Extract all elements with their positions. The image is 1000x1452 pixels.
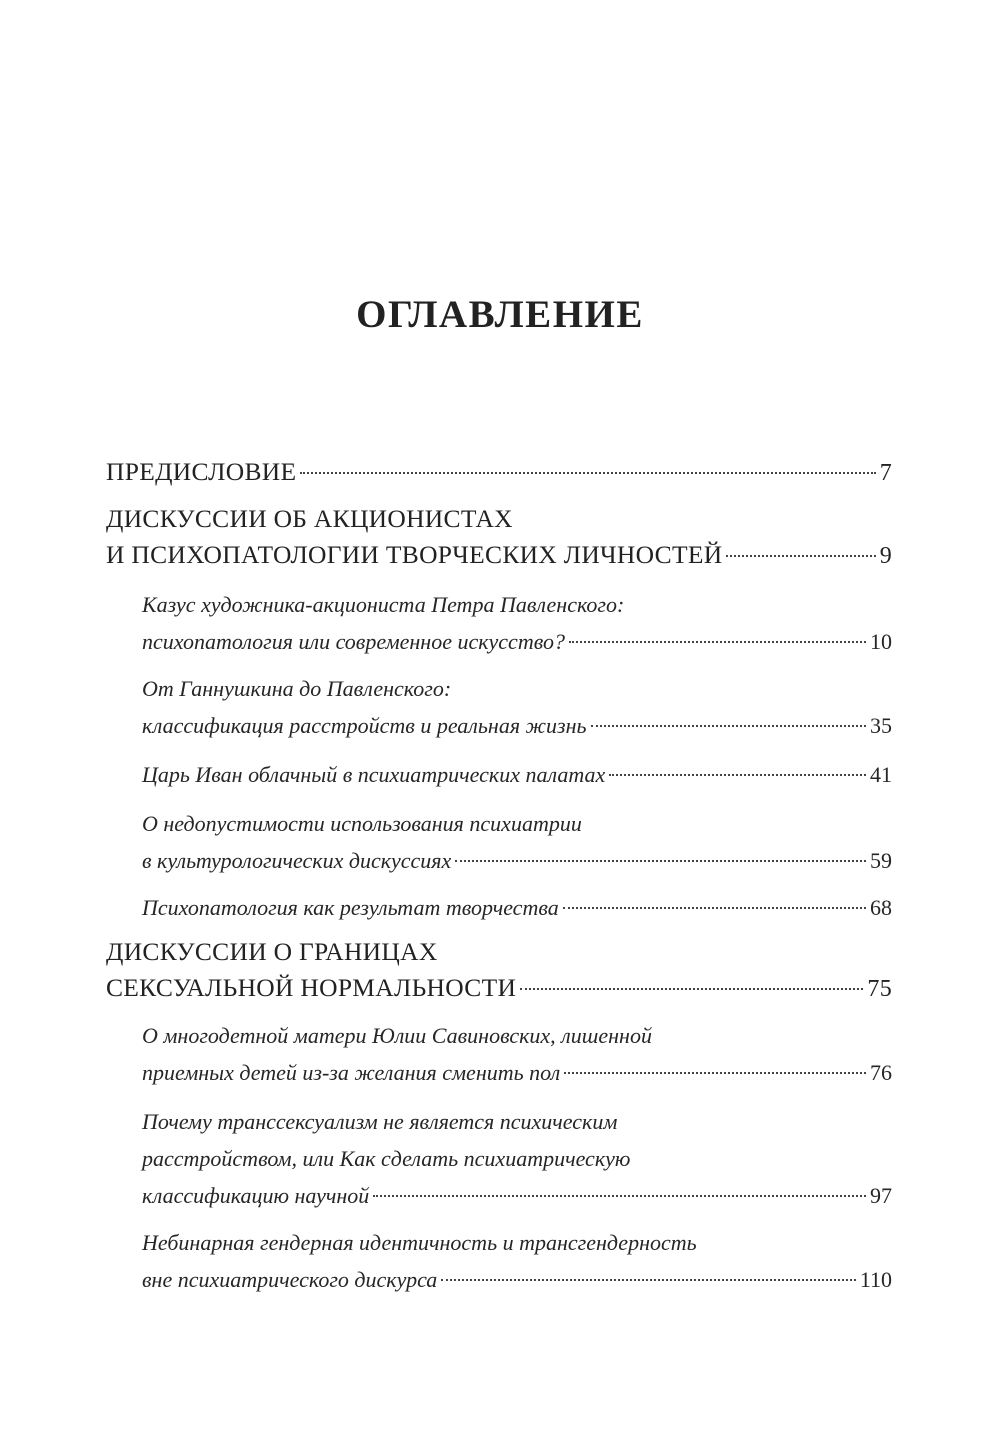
toc-entry-leader-row — [142, 707, 892, 744]
toc-entry-title-line: вне психиатрического дискурса — [142, 1267, 438, 1292]
toc-page-number: 59 — [870, 848, 892, 873]
dot-leader — [564, 1071, 866, 1074]
toc-page-number: 9 — [879, 543, 892, 569]
toc-entry-title-line: в культурологических дискуссиях — [142, 848, 452, 873]
dot-leader — [563, 906, 866, 909]
toc-page-number: 110 — [859, 1267, 892, 1292]
dot-leader — [373, 1194, 866, 1197]
toc-entry-leader-row — [142, 756, 892, 793]
toc-entry-leader-row — [142, 889, 892, 926]
toc-entry-title-line: психопатология или современное искусство? — [142, 629, 565, 654]
toc-entry-leader-row — [106, 537, 892, 574]
toc-entry-title-line: От Ганнушкина до Павленского: — [142, 676, 452, 701]
toc-entry-title-line: расстройством, или Как сделать психиатрическую — [142, 1146, 631, 1171]
toc-subsection-entry — [106, 1224, 892, 1298]
dot-leader — [441, 1278, 856, 1281]
toc-page-number: 35 — [870, 713, 892, 738]
toc-entry-leader-row — [142, 1054, 892, 1091]
toc-entry-leader-row — [142, 1177, 892, 1214]
toc-section-entry — [106, 454, 892, 491]
table-of-contents — [106, 454, 892, 1298]
toc-entry-title-line: ДИСКУССИИ О ГРАНИЦАХ — [106, 937, 438, 966]
toc-entry-title-line: классификацию научной — [142, 1183, 370, 1208]
dot-leader — [520, 987, 863, 990]
toc-subsection-entry — [106, 889, 892, 926]
toc-entry-title-line: ДИСКУССИИ ОБ АКЦИОНИСТАХ — [106, 504, 513, 533]
dot-leader — [300, 471, 875, 474]
toc-page-number: 68 — [870, 895, 892, 920]
page-title: ОГЛАВЛЕНИЕ — [356, 293, 644, 336]
dot-leader — [726, 554, 875, 557]
toc-page-number: 41 — [870, 762, 892, 787]
toc-entry-title-line: классификация расстройств и реальная жизнь — [142, 713, 587, 738]
toc-subsection-entry — [106, 670, 892, 744]
toc-entry-title-line: Почему транссексуализм не является психическим — [142, 1109, 618, 1134]
toc-subsection-entry — [106, 1103, 892, 1214]
toc-entry-title-line: Психопатология как результат творчества — [142, 895, 559, 920]
toc-entry-title-line: Царь Иван облачный в психиатрических палатах — [142, 762, 606, 787]
toc-entry-title-line: СЕКСУАЛЬНОЙ НОРМАЛЬНОСТИ — [106, 973, 517, 1002]
toc-entry-title-line: приемных детей из-за желания сменить пол — [142, 1060, 561, 1085]
toc-entry-title-line: ПРЕДИСЛОВИЕ — [106, 457, 297, 486]
toc-page-number: 10 — [870, 629, 892, 654]
toc-page-number: 76 — [870, 1060, 892, 1085]
dot-leader — [569, 640, 866, 643]
toc-page-number: 75 — [867, 976, 892, 1002]
toc-entry-title-line: Казус художника-акциониста Петра Павленского: — [142, 592, 625, 617]
toc-entry-title-line: О недопустимости использования психиатрии — [142, 811, 582, 836]
toc-entry-title-line: О многодетной матери Юлии Савиновских, лишенной — [142, 1023, 652, 1048]
dot-leader — [591, 724, 866, 727]
toc-subsection-entry — [106, 805, 892, 879]
toc-subsection-entry — [106, 586, 892, 660]
toc-subsection-entry — [106, 1017, 892, 1091]
toc-entry-title-line: Небинарная гендерная идентичность и трансгендерность — [142, 1230, 697, 1255]
toc-section-entry — [106, 934, 892, 1007]
dot-leader — [609, 773, 866, 776]
toc-subsection-entry — [106, 756, 892, 793]
toc-entry-title-line: И ПСИХОПАТОЛОГИИ ТВОРЧЕСКИХ ЛИЧНОСТЕЙ — [106, 540, 723, 569]
toc-page-number: 7 — [879, 460, 892, 486]
toc-entry-leader-row — [106, 454, 892, 491]
toc-page-number: 97 — [870, 1183, 892, 1208]
toc-entry-leader-row — [142, 1261, 892, 1298]
toc-entry-leader-row — [142, 623, 892, 660]
dot-leader — [455, 859, 866, 862]
toc-entry-leader-row — [106, 970, 892, 1007]
toc-entry-leader-row — [142, 842, 892, 879]
toc-section-entry — [106, 501, 892, 574]
